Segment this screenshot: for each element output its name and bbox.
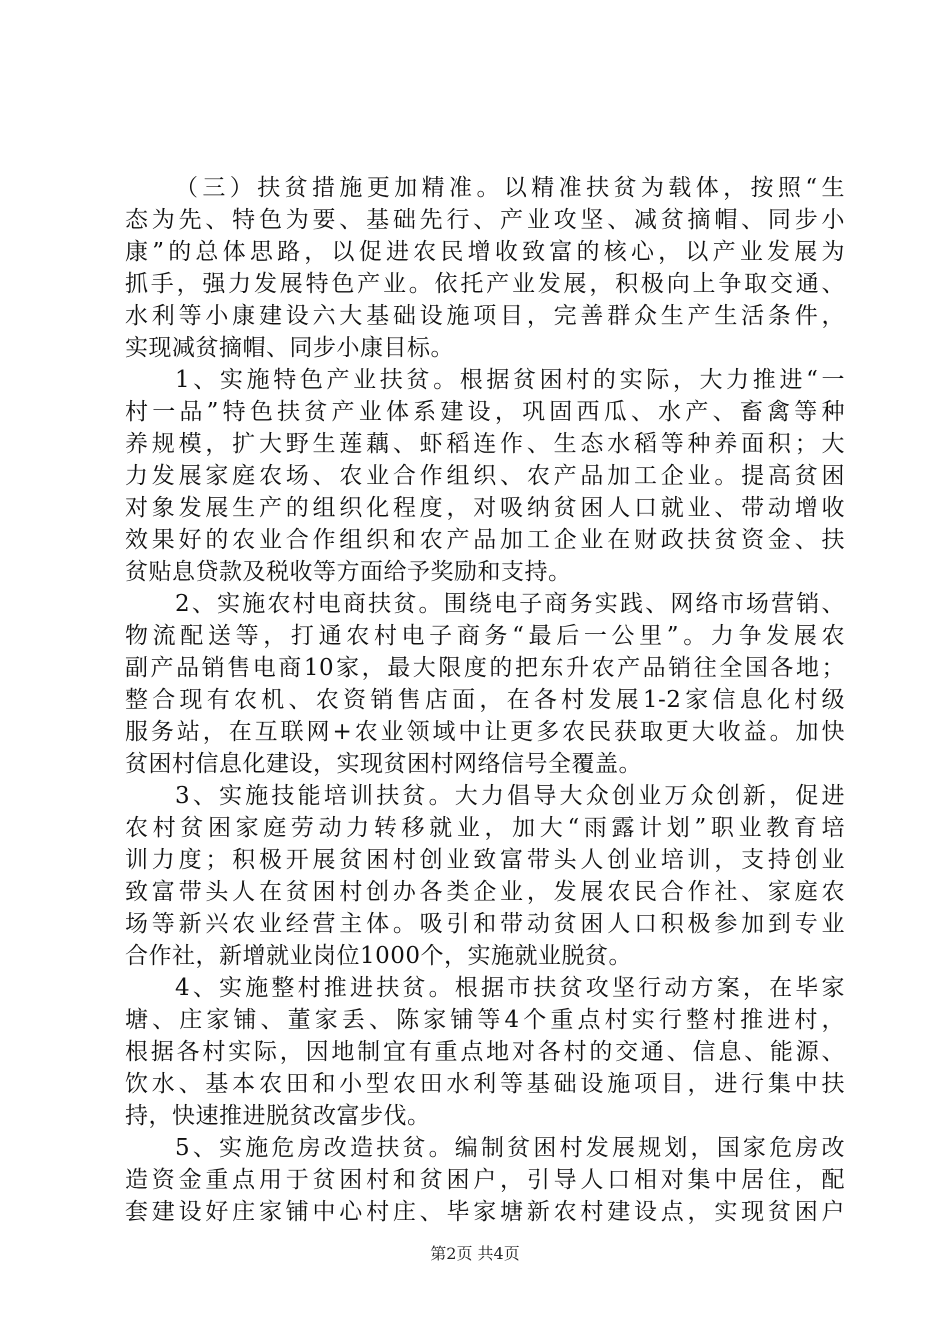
text-line: 3、实施技能培训扶贫。大力倡导大众创业万众创新，促进 xyxy=(175,783,845,809)
text-line: 持，快速推进脱贫改富步伐。 xyxy=(125,1103,431,1129)
text-line: 整合现有农机、农资销售店面，在各村发展1-2家信息化村级 xyxy=(125,687,845,713)
text-line: 贫困村信息化建设，实现贫困村网络信号全覆盖。 xyxy=(125,751,642,777)
paragraph xyxy=(125,172,845,364)
text-line: 训力度；积极开展贫困村创业致富带头人创业培训，支持创业 xyxy=(125,847,845,873)
text-line: 服务站，在互联网+农业领域中让更多农民获取更大收益。加快 xyxy=(125,719,845,745)
text-line: 抓手，强力发展特色产业。依托产业发展，积极向上争取交通、 xyxy=(125,271,845,297)
text-line: 场等新兴农业经营主体。吸引和带动贫困人口积极参加到专业 xyxy=(125,911,845,937)
text-line: 塘、庄家铺、董家丢、陈家铺等4个重点村实行整村推进村， xyxy=(125,1007,845,1033)
text-line: 康”的总体思路，以促进农民增收致富的核心，以产业发展为 xyxy=(125,239,845,265)
text-line: 物流配送等，打通农村电子商务“最后一公里”。力争发展农 xyxy=(125,623,845,649)
paragraph xyxy=(125,588,845,780)
text-line: 效果好的农业合作组织和农产品加工企业在财政扶贫资金、扶 xyxy=(125,527,845,553)
document-body xyxy=(125,172,845,1228)
text-line: 副产品销售电商10家，最大限度的把东升农产品销往全国各地； xyxy=(125,655,845,681)
text-line: 对象发展生产的组织化程度，对吸纳贫困人口就业、带动增收 xyxy=(125,495,845,521)
text-line: 2、实施农村电商扶贫。围绕电子商务实践、网络市场营销、 xyxy=(175,591,845,617)
text-line: 村一品”特色扶贫产业体系建设，巩固西瓜、水产、畜禽等种 xyxy=(125,399,845,425)
text-line: 水利等小康建设六大基础设施项目，完善群众生产生活条件， xyxy=(125,303,845,329)
text-line: 4、实施整村推进扶贫。根据市扶贫攻坚行动方案，在毕家 xyxy=(175,975,845,1001)
text-line: 力发展家庭农场、农业合作组织、农产品加工企业。提高贫困 xyxy=(125,463,845,489)
text-line: 根据各村实际，因地制宜有重点地对各村的交通、信息、能源、 xyxy=(125,1039,845,1065)
text-line: 套建设好庄家铺中心村庄、毕家塘新农村建设点，实现贫困户 xyxy=(125,1199,845,1225)
text-line: 合作社，新增就业岗位1000个，实施就业脱贫。 xyxy=(125,943,633,969)
text-line: 实现减贫摘帽、同步小康目标。 xyxy=(125,335,454,361)
text-line: 造资金重点用于贫困村和贫困户，引导人口相对集中居住，配 xyxy=(125,1167,845,1193)
page-footer: 第2页 共4页 xyxy=(430,1244,520,1263)
text-line: 养规模，扩大野生莲藕、虾稻连作、生态水稻等种养面积；大 xyxy=(125,431,845,457)
paragraph xyxy=(125,364,845,588)
paragraph xyxy=(125,972,845,1132)
text-line: 贫贴息贷款及税收等方面给予奖励和支持。 xyxy=(125,559,572,585)
text-line: 1、实施特色产业扶贫。根据贫困村的实际，大力推进“一 xyxy=(175,367,845,393)
paragraph xyxy=(125,780,845,972)
text-line: 致富带头人在贫困村创办各类企业，发展农民合作社、家庭农 xyxy=(125,879,845,905)
text-line: （三）扶贫措施更加精准。以精准扶贫为载体，按照“生 xyxy=(175,175,845,201)
text-line: 农村贫困家庭劳动力转移就业，加大“雨露计划”职业教育培 xyxy=(125,815,845,841)
text-line: 5、实施危房改造扶贫。编制贫困村发展规划，国家危房改 xyxy=(175,1135,845,1161)
text-line: 态为先、特色为要、基础先行、产业攻坚、减贫摘帽、同步小 xyxy=(125,207,845,233)
text-line: 饮水、基本农田和小型农田水利等基础设施项目，进行集中扶 xyxy=(125,1071,845,1097)
paragraph xyxy=(125,1132,845,1228)
